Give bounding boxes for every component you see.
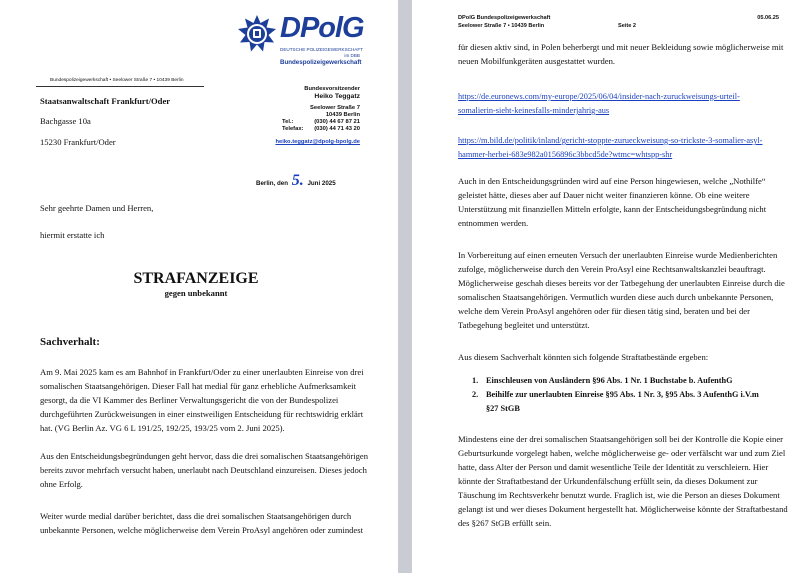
greeting: Sehr geehrte Damen und Herren, (40, 203, 154, 213)
contact-street: Seelower Straße 7 (310, 104, 360, 111)
paragraph: Am 9. Mai 2025 kam es am Bahnhof in Frankfurt/Oder zu einer unerlaubten Einreise von drei somalischen Staatsangehörigen. Dieser Fall hat medial für ganz erhebliche Aufmerksamkeit gesorgt, da die VI Kammer des Berliner Verwaltungsgericht die von der Bundespolizei durchgeführten Zurückweisungen in einer einstweiligen Entscheidung für rechtswidrig erklärt hat. (VG Berlin Az. VG 6 L 191/25, 192/25, 193/25 vom 2. Juni 2025). (40, 367, 364, 433)
list-item-continuation: §27 StGB (486, 404, 520, 413)
contact-name: Heiko Teggatz (314, 93, 360, 101)
logo-org-name: Bundespolizeigewerkschaft (280, 59, 362, 66)
recipient-street: Bachgasse 10a (40, 116, 91, 126)
paragraph: In Vorbereitung auf einen erneuten Versuch der unerlaubten Einreise wurde Medienberichten zufolge, möglicherweise durch den Verein ProAsyl eine Rechtsanwaltskanzlei beauftragt. Möglicherweise geschah dieses bereits vor der Tatbegehung der unerlaubten Einreise durch die somalischen Staatsangehörigen. Vermutlich wurden diese auch durch unbekannte Personen, welche dem Verein ProAsyl angehören oder für diesen tätig sind, beraten und bei der Tatbegehung begleitet und unterstützt. (458, 250, 785, 330)
list-item: 2. Beihilfe zur unerlaubten Einreise §95 Abs. 1 Nr. 3, §95 Abs. 3 AufenthG i.V.m (472, 390, 759, 399)
bild-link[interactable]: https://m.bild.de/politik/inland/gericht-stoppte-zurueckweisung-so-trickste-3-somalier-asyl- hammer-herbei-683e982a0156896c3bbcd5de?wtmc=whtspp-shr (458, 136, 763, 159)
paragraph: Auch in den Entscheidungsgründen wird auf eine Person hingewiesen, welche „Nothilfe“ geleistet hätte, dieses aber auf Dauer nicht weiter finanzieren könne. Ob eine weitere Unterstützung mit finanziellen Mitteln erfolgte, kann der Entscheidungsbegründung nicht entnommen werden. (458, 176, 767, 228)
paragraph: Aus den Entscheidungsbegründungen geht hervor, dass die drei somalischen Staatsangehörigen bereits zuvor mehrfach versucht haben, unerlaubt nach Deutschland einzureisen. Dieses jedoch ohne Erfolg. (40, 451, 369, 489)
document-title: STRAFANZEIGE (133, 270, 259, 287)
page-header-address: Seelower Straße 7 • 10439 Berlin (458, 23, 545, 29)
contact-city: 10439 Berlin (325, 111, 360, 118)
paragraph: Weiter wurde medial darüber berichtet, dass die drei somalischen Staatsangehörigen durch unbekannte Personen, welche möglicherweise dem Verein ProAsyl angehören oder zumindest (40, 511, 363, 535)
list-item: 1. Einschleusen von Ausländern §96 Abs. 1 Nr. 1 Buchstabe b. AufenthG (472, 376, 733, 385)
logo-wordmark: DPolG (280, 12, 364, 44)
contact-fax: Telefax: (030) 44 71 43 20 (282, 126, 360, 133)
logo-subtitle: DEUTSCHE POLIZEIGEWERKSCHAFT im DBB (280, 47, 363, 58)
contact-role: Bundesvorsitzender (304, 86, 360, 92)
contact-block (264, 86, 360, 134)
recipient-city: 15230 Frankfurt/Oder (40, 137, 116, 147)
intro-text: hiermit erstatte ich (40, 230, 105, 240)
contact-email-link[interactable]: heiko.teggatz@dpolg-bpolg.de (275, 139, 360, 145)
page-header-date: 05.06.25 (757, 15, 779, 21)
paragraph: Aus diesem Sachverhalt könnten sich folgende Straftatbestände ergeben: (458, 352, 709, 362)
document-page-1 (0, 0, 398, 573)
section-heading-sachverhalt: Sachverhalt: (40, 336, 100, 348)
letter-date: Berlin, den 5. Juni 2025 (256, 172, 336, 189)
document-subtitle: gegen unbekannt (164, 288, 228, 298)
recipient-name: Staatsanwaltschaft Frankfurt/Oder (40, 96, 171, 106)
paragraph: für diesen aktiv sind, in Polen beherbergt und mit neuer Bekleidung sowie möglicherweise mit neuen Mobilfunkgeräten ausgestattet wurden. (458, 42, 784, 66)
sender-return-line: Bundespolizeigewerkschaft • Seelower Straße 7 • 10439 Berlin (50, 78, 184, 83)
page-header-org: DPolG Bundespolizeigewerkschaft (458, 15, 551, 21)
page-number: Seite 2 (618, 23, 637, 29)
police-star-icon (238, 15, 276, 53)
document-page-2 (412, 0, 808, 573)
euronews-link[interactable]: https://de.euronews.com/my-europe/2025/06/04/insider-nach-zuruckweisungs-urteil- somalierin-sieht-keinesfalls-minderjahrig-aus (458, 92, 740, 115)
handwritten-date-day: 5. (291, 172, 304, 189)
contact-tel: Tel.: (030) 44 67 87 21 (282, 119, 360, 126)
offense-list (472, 374, 759, 416)
paragraph: Mindestens eine der drei somalischen Staatsangehörigen soll bei der Kontrolle die Kopie einer Geburtsurkunde vorgelegt haben, welche möglicherweise ge- oder verfälscht war und zum Ziel hatte, dass Alter der Person und damit wesentliche Teile der Identität zu verschleiern. Hier könnte der Straftatbestand der Urkundenfälschung erfüllt sein, da dieses Dokument zur Täuschung im Rechtsverkehr benutzt wurde. Fraglich ist, wie die Person an dieses Dokument gelangt ist und wer dieses Dokument hergestellt hat. Möglicherweise könnte der Straftatbestand des §267 StGB erfüllt sein. (458, 434, 788, 528)
page-gap (398, 0, 412, 573)
sender-divider (36, 86, 204, 87)
